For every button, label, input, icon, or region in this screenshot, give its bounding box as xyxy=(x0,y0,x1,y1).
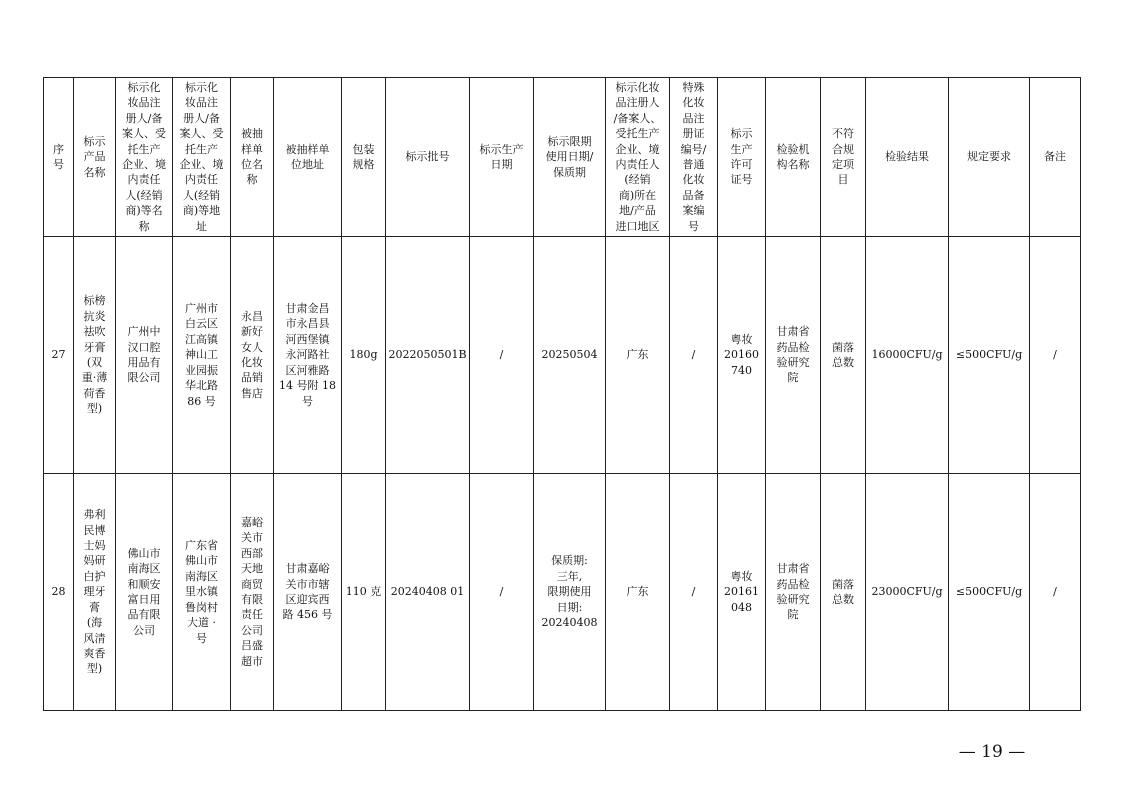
header-remark: 备注 xyxy=(1030,78,1081,237)
cell-result: 23000CFU/g xyxy=(866,474,949,711)
cell-sampled-unit: 永昌 新好 女人 化妆 品销 售店 xyxy=(231,237,274,474)
header-result: 检验结果 xyxy=(866,78,949,237)
cell-lab: 甘肃省 药品检 验研究 院 xyxy=(766,474,821,711)
header-production-date: 标示生产 日期 xyxy=(470,78,534,237)
header-company-name: 标示化 妆品注 册人/备 案人、受 托生产 企业、境 内责任 人(经销 商)等名 称 xyxy=(116,78,173,237)
header-index: 序 号 xyxy=(44,78,74,237)
header-requirement: 规定要求 xyxy=(949,78,1030,237)
header-company-address: 标示化 妆品注 册人/备 案人、受 托生产 企业、境 内责任 人(经销 商)等地 址 xyxy=(173,78,231,237)
header-product-name: 标示 产品 名称 xyxy=(74,78,116,237)
cell-requirement: ≤500CFU/g xyxy=(949,474,1030,711)
cell-company-address: 广州市 白云区 江高镇 神山工 业园振 华北路 86 号 xyxy=(173,237,231,474)
cell-registration-no: / xyxy=(670,237,718,474)
cell-index: 28 xyxy=(44,474,74,711)
cell-failed-item: 菌落 总数 xyxy=(821,237,866,474)
cell-location: 广东 xyxy=(606,474,670,711)
cell-failed-item: 菌落 总数 xyxy=(821,474,866,711)
cell-batch: 20240408 01 xyxy=(386,474,470,711)
cell-requirement: ≤500CFU/g xyxy=(949,237,1030,474)
header-expiry: 标示限期 使用日期/ 保质期 xyxy=(534,78,606,237)
header-batch: 标示批号 xyxy=(386,78,470,237)
cell-expiry: 20250504 xyxy=(534,237,606,474)
cell-remark: / xyxy=(1030,474,1081,711)
cell-batch: 2022050501B xyxy=(386,237,470,474)
table-row xyxy=(44,237,1081,474)
header-package: 包装 规格 xyxy=(342,78,386,237)
cell-production-date: / xyxy=(470,474,534,711)
cell-remark: / xyxy=(1030,237,1081,474)
cell-package: 110 克 xyxy=(342,474,386,711)
table-row xyxy=(44,474,1081,711)
cell-lab: 甘肃省 药品检 验研究 院 xyxy=(766,237,821,474)
cell-expiry: 保质期: 三年, 限期使用 日期: 20240408 xyxy=(534,474,606,711)
cell-company-name: 广州中 汉口腔 用品有 限公司 xyxy=(116,237,173,474)
inspection-results-table xyxy=(43,77,1081,711)
header-lab: 检验机 构名称 xyxy=(766,78,821,237)
cell-product-name: 标榜 抗炎 祛吹 牙膏 (双 重·薄 荷香 型) xyxy=(74,237,116,474)
cell-package: 180g xyxy=(342,237,386,474)
cell-sampled-address: 甘肃金昌 市永昌县 河西堡镇 永河路社 区河雅路 14 号附 18 号 xyxy=(274,237,342,474)
cell-company-name: 佛山市 南海区 和顺安 富日用 品有限 公司 xyxy=(116,474,173,711)
header-sampled-unit: 被抽 样单 位名 称 xyxy=(231,78,274,237)
cell-product-name: 弗利 民博 士妈 妈研 白护 理牙 膏 (海 风清 爽香 型) xyxy=(74,474,116,711)
cell-sampled-unit: 嘉峪 关市 西部 天地 商贸 有限 责任 公司 吕盛 超市 xyxy=(231,474,274,711)
header-failed-item: 不符 合规 定项 目 xyxy=(821,78,866,237)
cell-company-address: 广东省 佛山市 南海区 里水镇 鲁岗村 大道 · 号 xyxy=(173,474,231,711)
header-license-no: 标示 生产 许可 证号 xyxy=(718,78,766,237)
header-location: 标示化妆 品注册人 /备案人、 受托生产 企业、境 内责任人 (经销 商)所在 地/产品 进口地区 xyxy=(606,78,670,237)
cell-license-no: 粤妆 20160 740 xyxy=(718,237,766,474)
cell-license-no: 粤妆 20161 048 xyxy=(718,474,766,711)
page-number: — 19 — xyxy=(958,742,1026,762)
cell-production-date: / xyxy=(470,237,534,474)
cell-location: 广东 xyxy=(606,237,670,474)
cell-result: 16000CFU/g xyxy=(866,237,949,474)
cell-registration-no: / xyxy=(670,474,718,711)
header-registration-no: 特殊 化妆 品注 册证 编号/ 普通 化妆 品备 案编 号 xyxy=(670,78,718,237)
cell-index: 27 xyxy=(44,237,74,474)
header-row xyxy=(44,78,1081,237)
cell-sampled-address: 甘肃嘉峪 关市市辖 区迎宾西 路 456 号 xyxy=(274,474,342,711)
header-sampled-address: 被抽样单 位地址 xyxy=(274,78,342,237)
